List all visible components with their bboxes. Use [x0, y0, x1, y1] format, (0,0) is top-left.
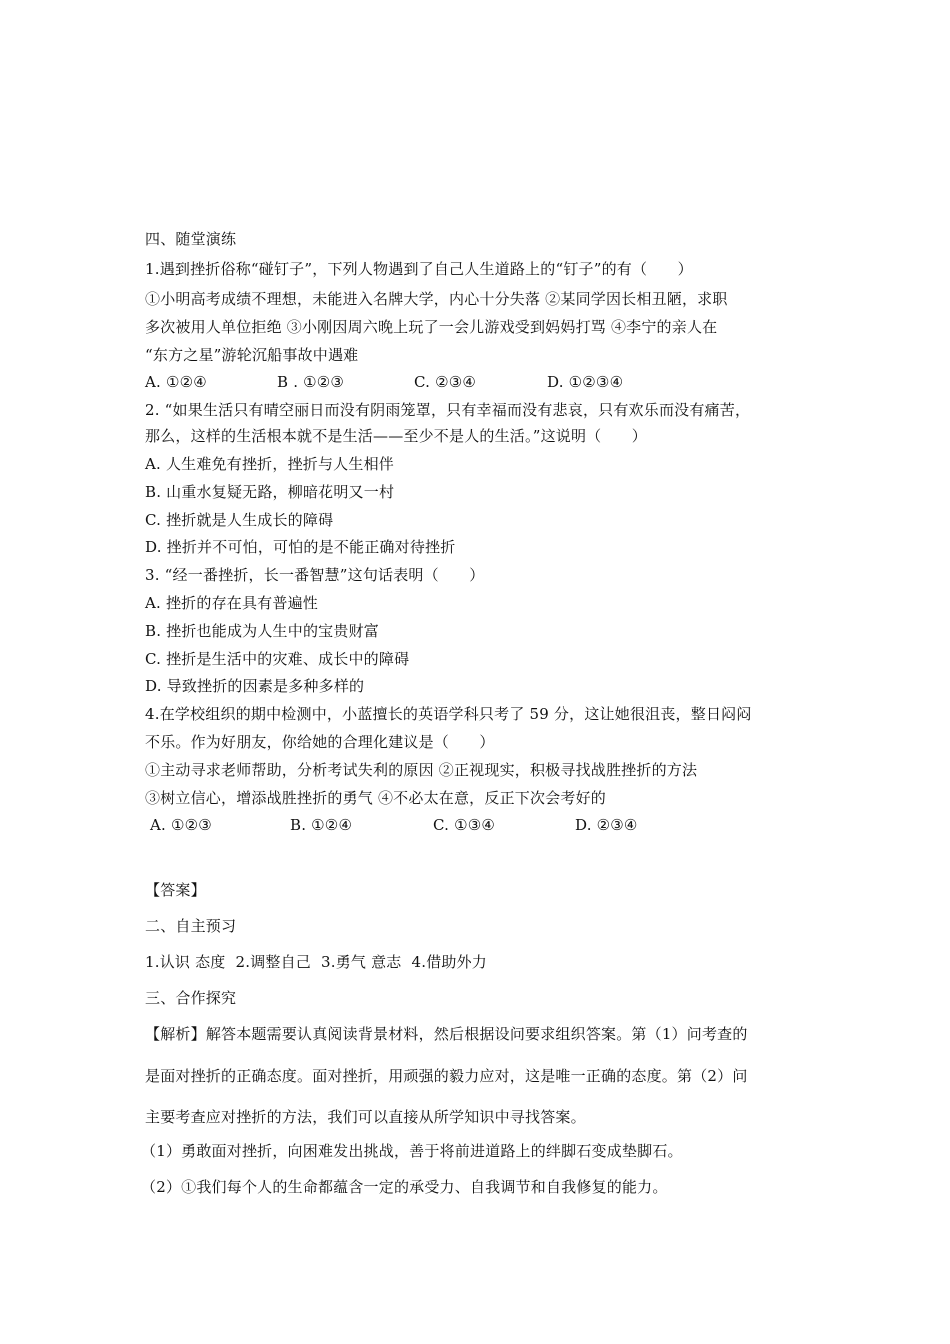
q1-line3: 多次被用人单位拒绝 ③小刚因周六晚上玩了一会儿游戏受到妈妈打骂 ④李宁的亲人在: [145, 318, 718, 336]
q3-option-d: D. 导致挫折的因素是多种多样的: [145, 677, 365, 695]
q2-stem: 2. “如果生活只有晴空丽日而没有阴雨笼罩，只有幸福而没有悲哀，只有欢乐而没有痛苦，: [145, 401, 751, 419]
section3-title: 三、合作探究: [145, 989, 237, 1007]
q1-options: [145, 372, 623, 392]
q4-stem: 4.在学校组织的期中检测中，小蓝擅长的英语学科只考了 59 分，这让她很沮丧，整日闷闷: [145, 705, 752, 723]
analysis-text-1: 解答本题需要认真阅读背景材料，然后根据设问要求组织答案。第（1）问考查的: [205, 1025, 748, 1043]
q2-line2: 那么，这样的生活根本就不是生活——至少不是人的生活。”这说明（ ）: [145, 427, 647, 445]
analysis-line1: [145, 1024, 748, 1044]
q4-options: [150, 815, 638, 835]
q1-option-c: C. ②③④: [414, 373, 477, 391]
section2-answer-4: 4.借助外力: [411, 953, 487, 971]
answer-1: （1）勇敢面对挫折，向困难发出挑战，善于将前进道路上的绊脚石变成垫脚石。: [141, 1142, 683, 1160]
q1-line4: “东方之星”游轮沉船事故中遇难: [145, 346, 359, 364]
q3-option-a: A. 挫折的存在具有普遍性: [145, 594, 318, 612]
q4-option-a: A. ①②③: [150, 816, 212, 834]
section2-answers: [145, 952, 487, 972]
q4-line2: 不乐。作为好朋友，你给她的合理化建议是（ ）: [145, 733, 495, 751]
analysis-label: 【解析】: [145, 1025, 206, 1043]
q4-option-b: B. ①②④: [290, 816, 353, 834]
answers-title: 【答案】: [145, 881, 206, 899]
q2-option-d: D. 挫折并不可怕，可怕的是不能正确对待挫折: [145, 538, 456, 556]
q3-option-b: B. 挫折也能成为人生中的宝贵财富: [145, 622, 379, 640]
q4-option-c: C. ①③④: [433, 816, 496, 834]
q4-option-d: D. ②③④: [575, 816, 638, 834]
q4-line3: ①主动寻求老师帮助，分析考试失利的原因 ②正视现实，积极寻找战胜挫折的方法: [145, 761, 698, 779]
q1-option-d: D. ①②③④: [547, 373, 624, 391]
section4-title: 四、随堂演练: [145, 230, 237, 248]
q1-option-b: B . ①②③: [277, 373, 345, 391]
q1-option-a: A. ①②④: [145, 373, 207, 391]
q2-option-a: A. 人生难免有挫折，挫折与人生相伴: [145, 455, 394, 473]
section2-answer-1: 1.认识 态度: [145, 953, 226, 971]
analysis-line3: 主要考查应对挫折的方法，我们可以直接从所学知识中寻找答案。: [145, 1108, 586, 1126]
q3-stem: 3. “经一番挫折，长一番智慧”这句话表明（ ）: [145, 566, 485, 584]
section2-answer-3: 3.勇气 意志: [321, 953, 402, 971]
section2-title: 二、自主预习: [145, 917, 237, 935]
section2-answer-2: 2.调整自己: [235, 953, 311, 971]
q1-stem: 1.遇到挫折俗称“碰钉子”，下列人物遇到了自己人生道路上的“钉子”的有（ ）: [145, 260, 693, 278]
answer-2: （2）①我们每个人的生命都蕴含一定的承受力、自我调节和自我修复的能力。: [141, 1178, 668, 1196]
q2-option-c: C. 挫折就是人生成长的障碍: [145, 511, 334, 529]
q4-line4: ③树立信心，增添战胜挫折的勇气 ④不必太在意，反正下次会考好的: [145, 789, 606, 807]
q2-option-b: B. 山重水复疑无路，柳暗花明又一村: [145, 483, 395, 501]
analysis-line2: 是面对挫折的正确态度。面对挫折，用顽强的毅力应对，这是唯一正确的态度。第（2）问: [145, 1067, 748, 1085]
q3-option-c: C. 挫折是生活中的灾难、成长中的障碍: [145, 650, 410, 668]
q1-line2: ①小明高考成绩不理想，未能进入名牌大学，内心十分失落 ②某同学因长相丑陋，求职: [145, 290, 728, 308]
